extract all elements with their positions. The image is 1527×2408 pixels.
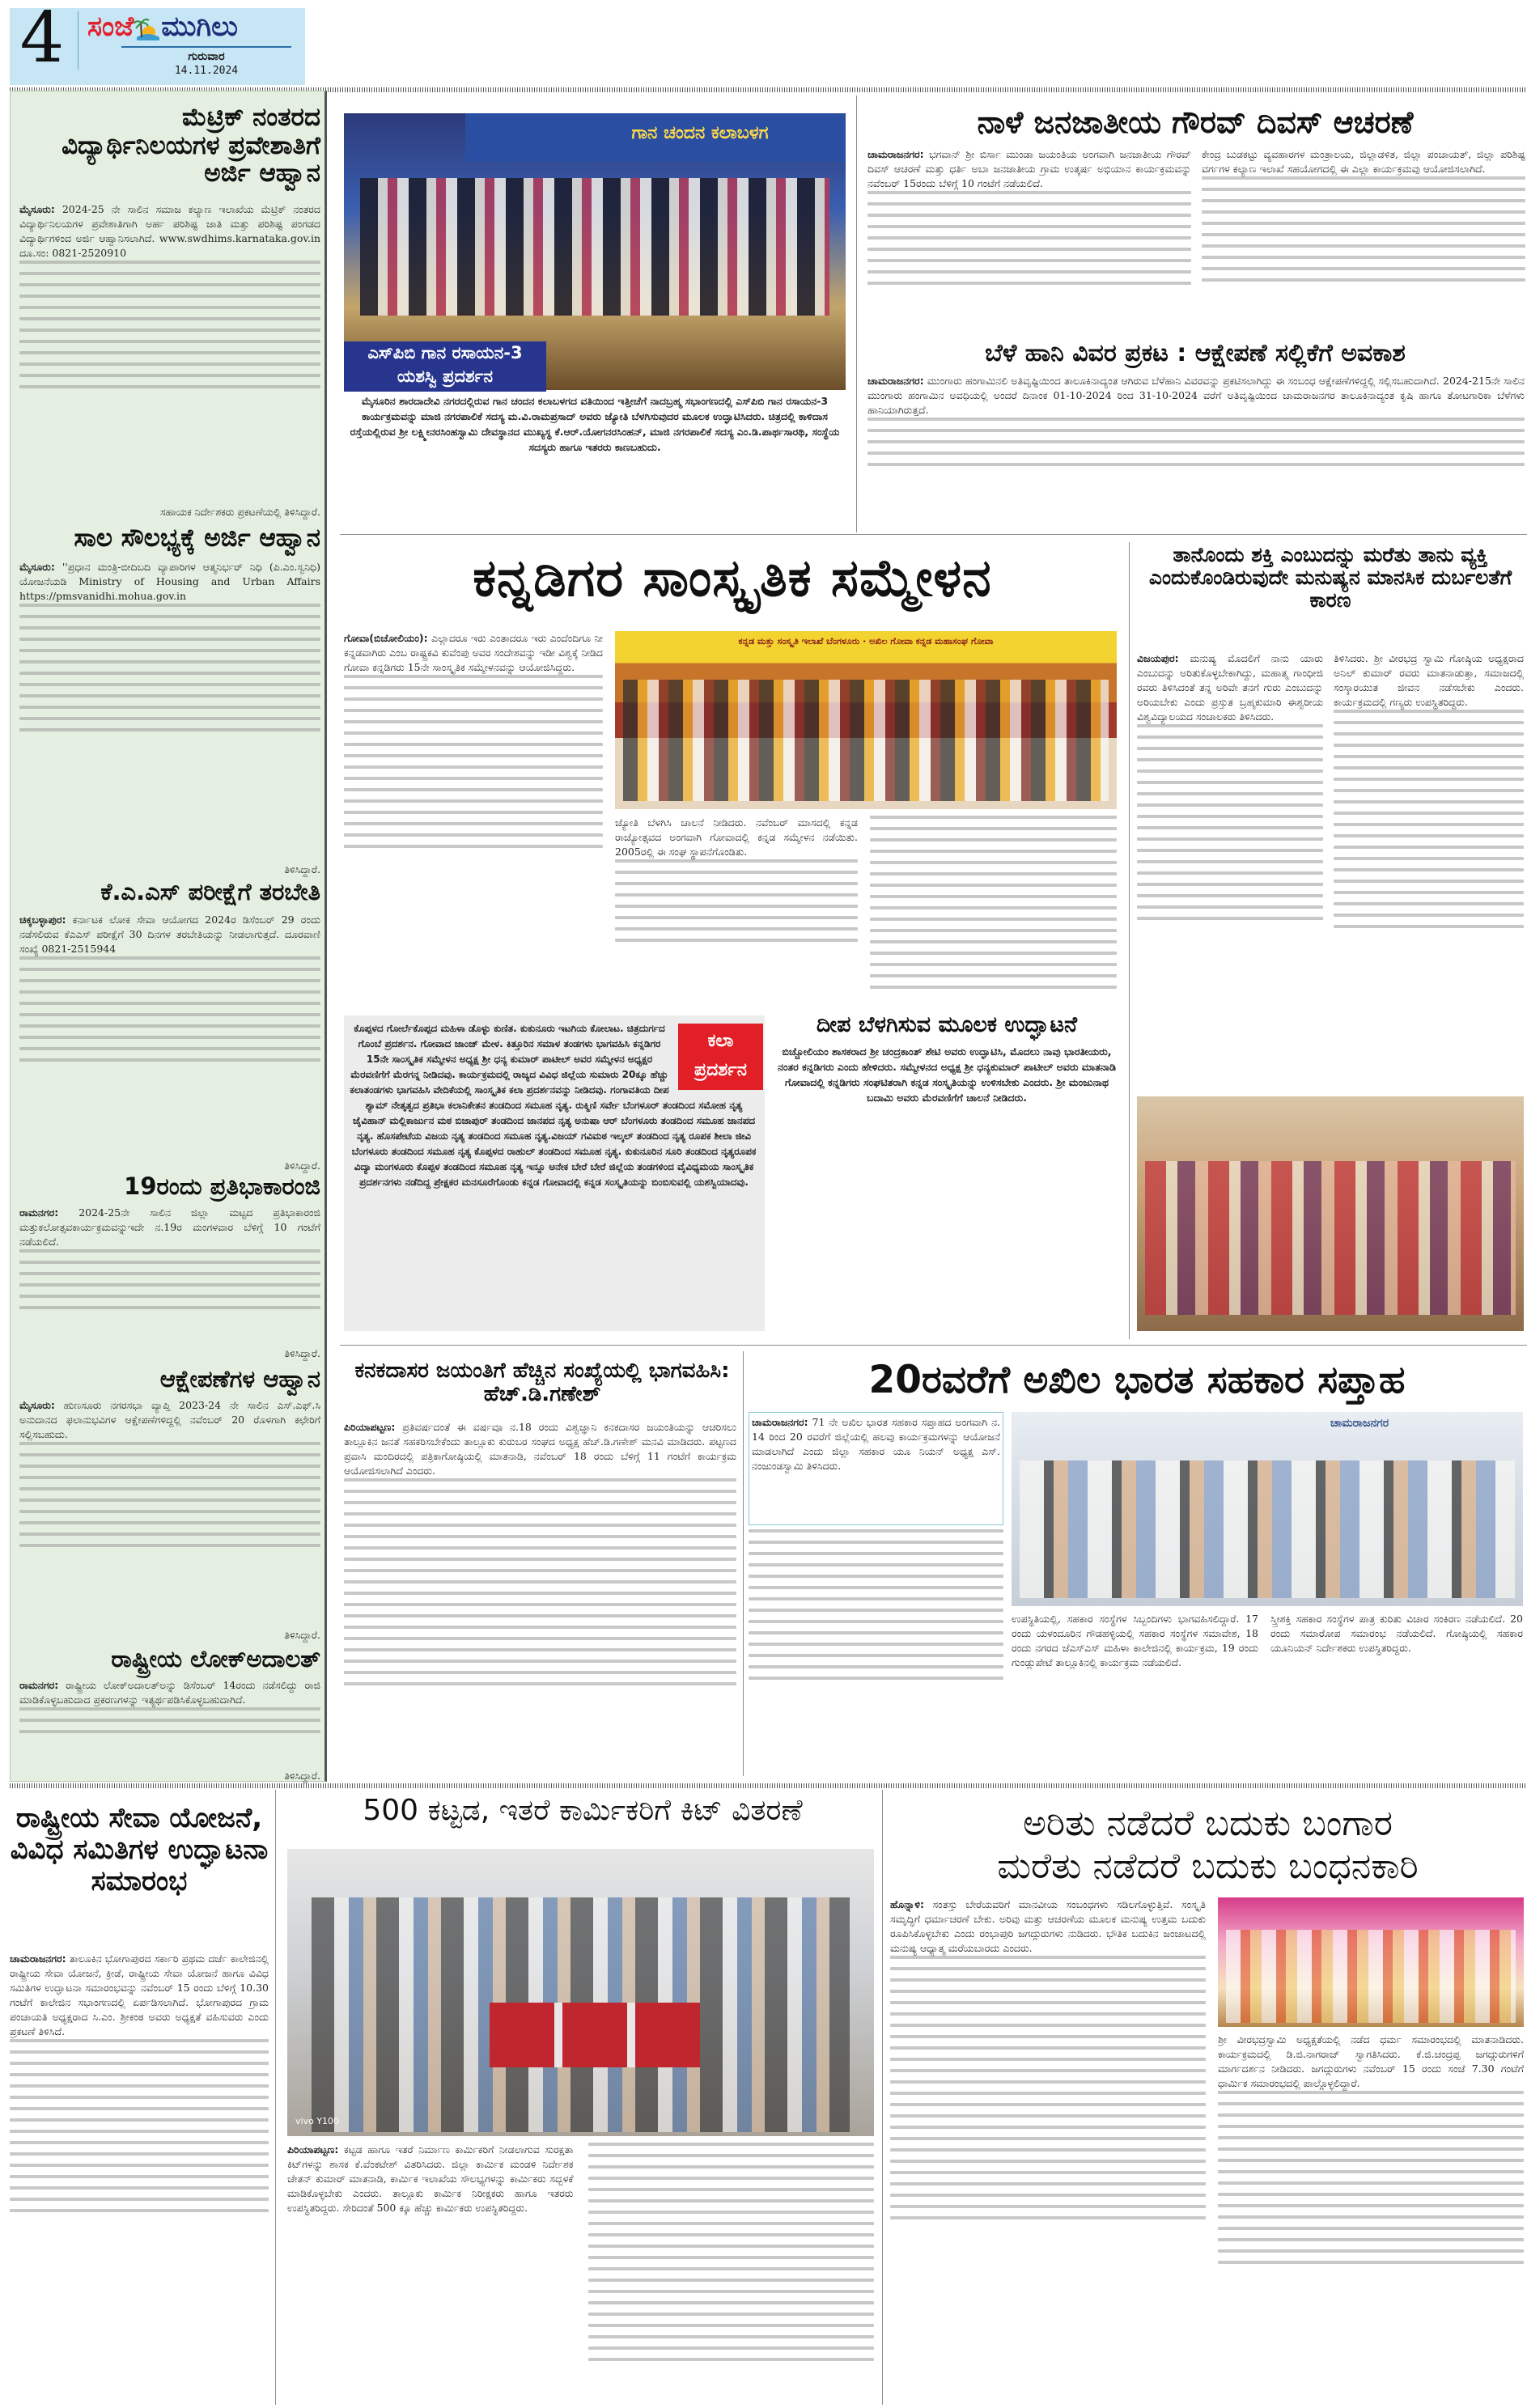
issue-day: ಗುರುವಾರ xyxy=(188,50,225,63)
text-lines xyxy=(19,1442,320,1555)
kit-body: ಪಿರಿಯಾಪಟ್ಟಣ: ಕಟ್ಟಡ ಹಾಗೂ ಇತರೆ ನಿರ್ಮಾಣ ಕಾರ್ಮಿಕರಿಗೆ ನೀಡಲಾಗುವ ಸುರಕ್ಷತಾ ಕಿಟ್‌ಗಳನ್ನು ಶಾಸಕ ಕೆ.ವೆಂಕಟೇಶ್ ವಿತರಿಸಿದರು. ಜಿಲ್ಲಾ ಕಾರ್ಮಿಕ ಮಂಡಳಿ ನಿರ್ದೇಶಕ ಚೇತನ್ ಕುಮಾರ್ ಮಾತನಾಡಿ, ಕಾರ್ಮಿಕ ಇಲಾಖೆಯ ಸೌಲಭ್ಯಗಳನ್ನು ಕಾರ್ಮಿಕರು ಸದ್ಬಳಕೆ ಮಾಡಿಕೊಳ್ಳಬೇಕು ಎಂದರು. ತಾಲ್ಲೂಕು ಕಾರ್ಮಿಕ ನಿರೀಕ್ಷಕರು ಹಾಗೂ ಇತರರು ಉಪಸ್ಥಿತರಿದ್ದರು. ಸೇರಿದಂತೆ 500 ಕ್ಕೂ ಹೆಚ್ಚು ಕಾರ್ಮಿಕರು ಉಪಸ್ಥಿತರಿದ್ದರು. xyxy=(287,2143,874,2403)
tanondu-body-col1: ವಿಜಯಪುರ: ಮನುಷ್ಯ ಮೊದಲಿಗೆ ನಾನು ಯಾರು ಎಂಬುದನ್ನು ಅರಿತುಕೊಳ್ಳಬೇಕಾಗಿದ್ದು, ಮಹಾತ್ಮ ಗಾಂಧೀಜಿ ರವರು ತಿಳಿಸಿದಂತೆ ತನ್ನ ಅರಿವೇ ತನಗೆ ಗುರು ಎಂಬುದನ್ನು ಅರಿಯಬೇಕು ಎಂದು ಪ್ರಸ್ತುತ ಬ್ರಹ್ಮಕುಮಾರಿ ಈಶ್ವರೀಯ ವಿಶ್ವವಿದ್ಯಾಲಯದ ಸಂಚಾಲಕರು ತಿಳಿಸಿದರು. xyxy=(1137,651,1323,1084)
brief-headline[interactable]: ರಾಷ್ಟ್ರೀಯ ಲೋಕ್ಅದಾಲತ್ xyxy=(111,1645,320,1672)
dateline: ರಾಮನಗರ: xyxy=(19,1206,59,1219)
kannadigara-body-col1: ಗೋವಾ(ಬಿಚೋಲಿಯಂ): ಎಲ್ಲಾದರೂ ಇರು ಎಂತಾದರೂ ಇರು ಎಂದೆಂದಿಗೂ ನೀ ಕನ್ನಡವಾಗಿರು ಎಂಬ ರಾಷ್ಟ್ರಕವಿ ಕುವೆಂಪು ಅವರ ಸಂದೇಶವನ್ನು ಇಡೀ ವಿಶ್ವಕ್ಕೆ ನೀಡಿದ ಗೋವಾ ಕನ್ನಡಿಗರು 15ನೇ ಸಾಂಸ್ಕೃತಿಕ ಸಮ್ಮೇಳನವನ್ನು ಆಯೋಜಿಸಿದ್ದರು. xyxy=(344,631,603,1011)
deepa-headline[interactable]: ದೀಪ ಬೆಳಗಿಸುವ ಮೂಲಕ ಉದ್ಘಾಟನೆ xyxy=(816,1012,1078,1037)
stage-banner-text: ಗಾನ ಚಂದನ ಕಲಾಬಳಗ xyxy=(631,123,769,143)
kit-distribution-photo xyxy=(287,1849,874,2136)
brief-signoff: ಸಹಾಯಕ ನಿರ್ದೇಶಕರು ಪ್ರಕಟಣೆಯಲ್ಲಿ ತಿಳಿಸಿದ್ದಾರೆ. xyxy=(160,506,320,518)
brief-headline[interactable]: ಸಾಲ ಸೌಲಭ್ಯಕ್ಕೆ ಅರ್ಜಿ ಆಹ್ವಾನ xyxy=(74,524,320,553)
brief-body: ರಾಮನಗರ: ರಾಷ್ಟ್ರೀಯ ಲೋಕ್ಅದಾಲತ್ಅನ್ನು ಡಿಸೆಂಬರ್ 14ರಂದು ನಡೆಸಲಿದ್ದು ರಾಜಿ ಮಾಡಿಕೊಳ್ಳಬಹುದಾದ ಪ್ರಕರಣಗಳನ್ನು ಇತ್ಯರ್ಥಪಡಿಸಿಕೊಳ್ಳಬಹುದಾಗಿದೆ. xyxy=(19,1678,320,1767)
aritu-body-col2: ಶ್ರೀ ವೀರಭದ್ರಸ್ವಾಮಿ ಅಧ್ಯಕ್ಷತೆಯಲ್ಲಿ ನಡೆದ ಧರ್ಮ ಸಮಾರಂಭದಲ್ಲಿ ಮಾತನಾಡಿದರು. ಕಾರ್ಯಕ್ರಮದಲ್ಲಿ ಡಿ.ಜಿ.ನಾಗರಾಜ್ ಸ್ವಾಗತಿಸಿದರು. ಕೆ.ಜಿ.ಚಂದ್ರಪ್ಪ ಜಗದ್ಗುರುಗಳಿಗೆ ಮಾರ್ಗದರ್ಶನ ನೀಡಿದರು. ಜಗದ್ಗುರುಗಳು ನವೆಂಬರ್ 15 ರಂದು ಸಂಜೆ 7.30 ಗಂಟೆಗೆ ಧಾರ್ಮಿಕ ಸಮಾರಂಭದಲ್ಲಿ ಪಾಲ್ಗೊಳ್ಳಲಿದ್ದಾರೆ. xyxy=(1218,2033,1524,2403)
brief-signoff: ತಿಳಿಸಿದ್ದಾರೆ. xyxy=(284,1347,320,1359)
palm-sun-icon xyxy=(134,16,161,40)
kala-text: ಕೊಪ್ಪಳದ ಗೋರ್ಲೆಕೊಪ್ಪದ ಮಹಿಳಾ ಡೊಳ್ಳು ಕುಣಿತ. ಕುಕುನೂರು ಇಟಗಿಯ ಕೋಲಾಟ. ಚಿತ್ರದುರ್ಗದ ಗೊಂಬೆ ಪ್ರದರ್ಶನ. ಗೋವಾದ ಜಾಂಜ್ ಮೇಳ. ಕಿತ್ತೂರಿನ ಸಮಾಳ ತಂಡಗಳು ಭಾಗವಹಿಸಿ ಕನ್ನಡಿಗರ 15ನೇ ಸಾಂಸ್ಕೃತಿಕ ಸಮ್ಮೇಳನ ಅಧ್ಯಕ್ಷ ಶ್ರೀ ಧನ್ಯ ಕುಮಾರ್ ಪಾಟೀಲ್ ಅವರ ಸಮ್ಮೇಳನ ಅಧ್ಯಕ್ಷರ ಮೆರವಣಿಗೆಗೆ ಮೆರಗನ್ನ ನೀಡಿದವು. ಕಾರ್ಯಕ್ರಮದಲ್ಲಿ ರಾಜ್ಯದ ವಿವಿಧ ಜಿಲ್ಲೆಯ ಸುಮಾರು 20ಕ್ಕೂ ಹೆಚ್ಚು ಕಲಾತಂಡಗಳು ಭಾಗವಹಿಸಿ ವೇದಿಕೆಯಲ್ಲಿ ಸಾಂಸ್ಕೃತಿಕ ಕಲಾ ಪ್ರದರ್ಶನವನ್ನು ನೀಡಿದವು. ಗಂಗಾವತಿಯ ದೀಪ ಶ್ಯಾಮ್ ನೇತೃತ್ವದ ಪ್ರತಿಭಾ ಕಲಾನಿಕೇತನ ತಂಡದಿಂದ ಸಮೂಹ ನೃತ್ಯ. ರುಕ್ಮಿಣಿ ಸರ್ವೇ ಬೆಂಗಳೂರ್ ತಂಡದಿಂದ ಸಮೋಹ ನೃತ್ಯ ಜೈವಿಹಾನ್ ಮಲ್ಲಿಕಾರ್ಜುನ ಮಠ ಬಿಜಾಪುರ್ ತಂಡದಿಂದ ಜಾನಪದ ನೃತ್ಯ ಅನುಷಾ ಆರ್ ಬೆಂಗಳೂರು ತಂಡದಿಂದ ಸಮೂಹ ಜಾನಪದ ನೃತ್ಯ. ಹೊಸಪೇಟೆಯ ವಿಜಯ ನೃತ್ಯ ತಂಡದಿಂದ ಸಮೂಹ ನೃತ್ಯ.ವಿಜಯ್ ಗವಿಮಠ ಇಲ್ಕಲ್ ತಂಡದಿಂದ ನೃತ್ಯ ರೂಪಕ ಶೀಲಾ ಜೀವಿ ಬೆಂಗಳೂರು ತಂಡದಿಂದ ಸಮೂಹ ನೃತ್ಯ ಕೊಪ್ಪಳದ ರಾಹುಲ್ ತಂಡದಿಂದ ಸಮೂಹ ನೃತ್ಯ. ಕುಕುನೂರಿನ ಸೂರಿ ತಂಡದಿಂದ ನೃತ್ಯರೂಪಕ ವಿದ್ಯಾ ಮಂಗಳೂರು ಕೊಪ್ಪಳ ತಂಡದಿಂದ ಸಮೂಹ ನೃತ್ಯ ಇನ್ನೂ ಅನೇಕ ಬೇರೆ ಬೇರೆ ಜಿಲ್ಲೆಯ ತಂಡಗಳಿಂದ ವೈವಿಧ್ಯಮಯ ಸಾಂಸ್ಕೃತಿಕ ಪ್ರದರ್ಶನಗಳು ನಡೆದಿದ್ದ ಪ್ರೇಕ್ಷಕರ ಮನಸೂರೆಗೊಂಡು ಕನ್ನಡ ಗೋವಾದಲ್ಲಿ ಕನ್ನಡ ಸಂಸ್ಕೃತಿಯನ್ನು ಬಿಂಬಿಸುವಲ್ಲಿ ಯಶಸ್ವಿಯಾದವು. xyxy=(350,1023,757,1188)
column-rule xyxy=(1129,542,1130,1339)
dateline: ಮೈಸೂರು: xyxy=(19,1399,55,1411)
dateline: ರಾಮನಗರ: xyxy=(19,1679,59,1691)
brief-headline[interactable]: 19ರಂದು ಪ್ರತಿಭಾಕಾರಂಜಿ xyxy=(124,1172,320,1200)
sahakara-body-col1 xyxy=(749,1529,1003,1772)
kannadigara-event-photo xyxy=(615,631,1117,809)
nss-headline[interactable]: ರಾಷ್ಟ್ರೀಯ ಸೇವಾ ಯೋಜನೆ, ವಿವಿಧ ಸಮಿತಿಗಳ ಉದ್ಘಾಟನಾ ಸಮಾರಂಭ xyxy=(10,1802,269,1898)
sahakara-press-photo xyxy=(1012,1412,1523,1606)
gaurav-body-col1: ಚಾಮರಾಜನಗರ: ಭಗವಾನ್ ಶ್ರೀ ಬಿರ್ಸಾ ಮುಂಡಾ ಜಯಂತಿಯ ಅಂಗವಾಗಿ ಜನಜಾತೀಯ ಗೌರವ್ ದಿವಸ್ ಆಚರಣೆ ಮತ್ತು ಧರ್ತಿ ಅಬಾ ಜನಜಾತೀಯ ಗ್ರಾಮ ಉತ್ಕರ್ಷ ಅಭಿಯಾನ ಕಾರ್ಯಕ್ರಮವನ್ನು ನವೆಂಬರ್ 15ರಂದು ಬೆಳಿಗ್ಗೆ 10 ಗಂಟೆಗೆ ನಡೆಯಲಿದೆ. xyxy=(867,147,1191,366)
tanondu-body-col2: ತಿಳಿಸಿದರು. ಶ್ರೀ ವೀರಭದ್ರ ಸ್ವಾಮಿ ಗೋಷ್ಠಿಯ ಅಧ್ಯಕ್ಷರಾದ ಅನಿಲ್ ಕುಮಾರ್ ರವರು ಮಾತನಾಡುತ್ತಾ, ಸಮಾಜದಲ್ಲಿ ಸಂಸ್ಕಾರಯುತ ಜೀವನ ನಡೆಸಬೇಕು ಎಂದರು. ಕಾರ್ಯಕ್ರಮದಲ್ಲಿ ಗಣ್ಯರು ಉಪಸ್ಥಿತರಿದ್ದರು. xyxy=(1334,651,1524,1084)
kala-badge: ಕಲಾ ಪ್ರದರ್ಶನ xyxy=(678,1024,763,1090)
column-rule xyxy=(743,1351,744,1776)
column-rule xyxy=(882,1790,883,2405)
aritu-religious-event-photo xyxy=(1218,1897,1524,2027)
brief-signoff: ತಿಳಿಸಿದ್ದಾರೆ. xyxy=(284,1159,320,1172)
page-number: 4 xyxy=(19,0,65,78)
brief-signoff: ತಿಳಿಸಿದ್ದಾರೆ. xyxy=(284,863,320,875)
newspaper-logo[interactable] xyxy=(87,10,298,44)
camera-watermark: vivo Y100 xyxy=(295,2116,340,2126)
brief-signoff: ತಿಳಿಸಿದ್ದಾರೆ. xyxy=(284,1770,320,1782)
kit-headline[interactable]: 500 ಕಟ್ಟಡ, ಇತರೆ ಕಾರ್ಮಿಕರಿಗೆ ಕಿಟ್ ವಿತರಣೆ xyxy=(363,1794,803,1827)
kannadigara-headline[interactable]: ಕನ್ನಡಿಗರ ಸಾಂಸ್ಕೃತಿಕ ಸಮ್ಮೇಳನ xyxy=(473,549,992,608)
sahakara-headline[interactable]: 20ರವರೆಗೆ ಅಖಿಲ ಭಾರತ ಸಹಕಾರ ಸಪ್ತಾಹ xyxy=(868,1358,1406,1402)
sahakara-body-col3: ಸ್ತ್ರೀಶಕ್ತಿ ಸಹಕಾರ ಸಂಸ್ಥೆಗಳ ಪಾತ್ರ ಕುರಿತು ವಿಚಾರ ಸಂಕಿರಣ ನಡೆಯಲಿದೆ. 20 ರಂದು ಸಮಾರೋಪ ಸಮಾರಂಭ ನಡೆಯಲಿದೆ. ಗೋಷ್ಠಿಯಲ್ಲಿ ಸಹಕಾರ ಯೂನಿಯನ್ ನಿರ್ದೇಶಕರು ಉಪಸ್ಥಿತರಿದ್ದರು. xyxy=(1270,1613,1523,1654)
brief-body: ಚಿಕ್ಕಬಳ್ಳಾಪುರ: ಕರ್ನಾಟಕ ಲೋಕ ಸೇವಾ ಆಯೋಗದ 2024ರ ಡಿಸೆಂಬರ್ 29 ರಂದು ನಡೆಸಲಿರುವ ಕೆಎಎಸ್ ಪರೀಕ್ಷೆಗೆ 30 ದಿನಗಳ ತರಬೇತಿಯನ್ನು ನೀಡಲಾಗುತ್ತದೆ. ದೂರವಾಣಿ ಸಂಖ್ಯೆ 0821-2515944 xyxy=(19,913,320,1155)
kit-boxes xyxy=(490,2003,700,2067)
section-rule xyxy=(340,534,1527,535)
dateline: ಚಿಕ್ಕಬಳ್ಳಾಪುರ: xyxy=(19,914,66,926)
brief-headline[interactable]: ಕೆ.ಎ.ಎಸ್ ಪರೀಕ್ಷೆಗೆ ತರಬೇತಿ xyxy=(100,878,320,905)
column-rule xyxy=(856,95,857,532)
gaurav-body-col2: ಕೇಂದ್ರ ಬುಡಕಟ್ಟು ವ್ಯವಹಾರಗಳ ಮಂತ್ರಾಲಯ, ಜಿಲ್ಲಾಡಳಿತ, ಜಿಲ್ಲಾ ಪಂಚಾಯತ್, ಜಿಲ್ಲಾ ಪರಿಶಿಷ್ಟ ವರ್ಗಗಳ ಕಲ್ಯಾಣ ಇಲಾಖೆ ಸಹಯೋಗದಲ್ಲಿ ಈ ಎಲ್ಲಾ ಕಾರ್ಯಕ್ರಮವು ಆಯೋಜಿಸಲಾಗಿದೆ. xyxy=(1202,147,1525,366)
brief-signoff: ತಿಳಿಸಿದ್ದಾರೆ. xyxy=(284,1629,320,1641)
dateline: ಮೈಸೂರು: xyxy=(19,203,55,215)
people-on-stage xyxy=(360,178,829,316)
spb-badge: ಎಸ್‌ಪಿಬಿ ಗಾನ ರಸಾಯನ-3 ಯಶಸ್ವಿ ಪ್ರದರ್ಶನ xyxy=(344,341,546,392)
aritu-headline[interactable]: ಅರಿತು ನಡೆದರೆ ಬದುಕು ಬಂಗಾರ ಮರೆತು ನಡೆದರೆ ಬದುಕು ಬಂಧನಕಾರಿ xyxy=(997,1803,1419,1887)
brief-body: ಮೈಸೂರು: 2024-25 ನೇ ಸಾಲಿನ ಸಮಾಜ ಕಲ್ಯಾಣ ಇಲಾಖೆಯ ಮೆಟ್ರಿಕ್ ನಂತರದ ವಿದ್ಯಾರ್ಥಿನಿಲಯಗಳ ಪ್ರವೇಶಾತಿಗಾಗಿ ಅರ್ಹ ಪರಿಶಿಷ್ಟ ಜಾತಿ ಮತ್ತು ಪರಿಶಿಷ್ಟ ಪಂಗಡದ ವಿದ್ಯಾರ್ಥಿಗಳಿಂದ ಅರ್ಜಿ ಆಹ್ವಾನಿಸಲಾಗಿದೆ. www.swdhims.karnataka.gov.in ದೂ.ಸಂ: 0821-2520910 xyxy=(19,202,320,502)
sahakara-body-col2: ಉಪಸ್ಥಿತಿಯಲ್ಲಿ, ಸಹಕಾರ ಸಂಸ್ಥೆಗಳ ಸಿಬ್ಬಂದಿಗಳು ಭಾಗವಹಿಸಲಿದ್ದಾರೆ. 17 ರಂದು ಯಳಂದೂರಿನ ಗೌಡಹಳ್ಳಿಯಲ್ಲಿ ಸಹಕಾರ ಸಂಸ್ಥೆಗಳ ಸಮಾವೇಶ, 18 ರಂದು ನಗರದ ಜೆಎಸ್‌ಎಸ್ ಮಹಿಳಾ ಕಾಲೇಜಿನಲ್ಲಿ ಕಾರ್ಯಕ್ರಮ, 19 ರಂದು ಗುಂಡ್ಲುಪೇಟೆ ತಾಲ್ಲೂಕಿನಲ್ಲಿ ಕಾರ್ಯಕ್ರಮ ನಡೆಯಲಿದೆ. xyxy=(1012,1613,1258,1668)
kanaka-body: ಪಿರಿಯಾಪಟ್ಟಣ: ಪ್ರತಿವರ್ಷದಂತೆ ಈ ವರ್ಷವೂ ನ.18 ರಂದು ವಿಶ್ವಜ್ಞಾನಿ ಕನಕದಾಸರ ಜಯಂತಿಯನ್ನು ಆಚರಿಸಲು ತಾಲ್ಲೂಕಿನ ಜನತೆ ಸಹಕರಿಸಬೇಕೆಂದು ತಾಲ್ಲೂಕು ಕುರುಬರ ಸಂಘದ ಅಧ್ಯಕ್ಷ ಹೆಚ್.ಡಿ.ಗಣೇಶ್ ಮನವಿ ಮಾಡಿದರು. ಪಟ್ಟಣದ ಪ್ರವಾಸಿ ಮಂದಿರದಲ್ಲಿ ಪತ್ರಿಕಾಗೋಷ್ಠಿಯಲ್ಲಿ ಮಾತನಾಡಿ, ನವೆಂಬರ್ 18 ರಂದು ಬೆಳಿಗ್ಗೆ 11 ಗಂಟೆಗೆ ಕಾರ್ಯಕ್ರಮ ಆಯೋಜಿಸಲಾಗಿದೆ ಎಂದರು. xyxy=(344,1420,736,1776)
brief-body: ರಾಮನಗರ: 2024-25ನೇ ಸಾಲಿನ ಜಿಲ್ಲಾ ಮಟ್ಟದ ಪ್ರತಿಭಾಕಾರಂಜಿ ಮತ್ತುಕಲೋತ್ಸವಕಾರ್ಯಕ್ರಮವನ್ನುಇದೇ ನ.19ರ ಮಂಗಳವಾರ ಬೆಳಿಗ್ಗೆ 10 ಗಂಟೆಗೆ ನಡೆಯಲಿದೆ. xyxy=(19,1206,320,1343)
deepa-body: ಬಿಚ್ಚೋಲಿಯಂ ಶಾಸಕರಾದ ಶ್ರೀ ಚಂದ್ರಕಾಂತ್ ಶೇಟಿ ಅವರು ಉದ್ಘಾಟಿಸಿ, ಮೊದಲು ನಾವು ಭಾರತೀಯರು, ನಂತರ ಕನ್ನಡಿಗರು ಎಂದು ಹೇಳಿದರು. ಸಮ್ಮೇಳನದ ಅಧ್ಯಕ್ಷ ಶ್ರೀ ಧನ್ಯಕುಮಾರ್ ಪಾಟೀಲ್ ಅವರು ಮಾತನಾಡಿ ಗೋವಾದಲ್ಲಿ ಕನ್ನಡಿಗರು ಸಂಘಟಿತರಾಗಿ ಕನ್ನಡ ಸಂಸ್ಕೃತಿಯನ್ನು ಉಳಿಸಬೇಕು ಎಂದರು. ಶ್ರೀ ಮಂಜುನಾಥ ಬದಾಮಿ ಅವರು ಮೆರವಣಿಗೆಗೆ ಚಾಲನೆ ನೀಡಿದರು. xyxy=(778,1045,1116,1104)
kannadigara-body-col2: ಜ್ಯೋತಿ ಬೆಳಗಿಸಿ ಚಾಲನೆ ನೀಡಿದರು. ನವೆಂಬರ್ ಮಾಸದಲ್ಲಿ ಕನ್ನಡ ರಾಜ್ಯೋತ್ಸವದ ಅಂಗವಾಗಿ ಗೋವಾದಲ್ಲಿ ಕನ್ನಡ ಸಮ್ಮೇಳನ ನಡೆಯಿತು. 2005ರಲ್ಲಿ ಈ ಸಂಘ ಸ್ಥಾಪನೆಗೊಂಡಿತು. xyxy=(615,816,858,1010)
brief-body: ಮೈಸೂರು: ಹುಣಸೂರು ನಗರಸಭಾ ವ್ಯಾಪ್ತಿ 2023-24 ನೇ ಸಾಲಿನ ಎಸ್.ಎಫ್.ಸಿ ಅನುದಾನದ ಫಲಾನುಭವಿಗಳ ಆಕ್ಷೇಪಣೆಗಳಿದ್ದಲ್ಲಿ ನವೆಂಬರ್ 20 ರೊಳಗಾಗಿ ಕಛೇರಿಗೆ ಸಲ್ಲಿಸಬಹುದು. xyxy=(19,1398,320,1625)
brief-headline[interactable]: ಮೆಟ್ರಿಕ್ ನಂತರದ ವಿದ್ಯಾರ್ಥಿನಿಲಯಗಳ ಪ್ರವೇಶಾತಿಗೆ ಅರ್ಜಿ ಆಹ್ವಾನ xyxy=(62,103,320,189)
nss-body: ಚಾಮರಾಜನಗರ: ತಾಲೂಕಿನ ಭೋಗಾಪುರದ ಸರ್ಕಾರಿ ಪ್ರಥಮ ದರ್ಜೆ ಕಾಲೇಜಿನಲ್ಲಿ ರಾಷ್ಟ್ರೀಯ ಸೇವಾ ಯೋಜನೆ, ಕ್ರೀಡೆ, ರಾಷ್ಟ್ರೀಯ ಸೇವಾ ಯೋಜನೆ ಹಾಗೂ ವಿವಿಧ ಸಮಿತಿಗಳ ಉದ್ಘಾಟನಾ ಸಮಾರಂಭವನ್ನು ನವೆಂಬರ್ 15 ರಂದು ಬೆಳಿಗ್ಗೆ 10.30 ಗಂಟೆಗೆ ಕಾಲೇಜಿನ ಸಭಾಂಗಣದಲ್ಲಿ ಏರ್ಪಡಿಸಲಾಗಿದೆ. ಭೋಗಾಪುರದ ಗ್ರಾಮ ಪಂಚಾಯತಿ ಅಧ್ಯಕ್ಷರಾದ ಸಿ.ಎಂ. ಶ್ರೀಕಂಠ ಅವರು ಅಧ್ಯಕ್ಷತೆ ವಹಿಸುವರು ಎಂದು ಪ್ರಕಟಣೆ ತಿಳಿಸಿದೆ. xyxy=(10,1952,269,2401)
dateline: ಮೈಸೂರು: xyxy=(19,561,55,573)
belehani-body: ಚಾಮರಾಜನಗರ: ಮುಂಗಾರು ಹಂಗಾಮಿನಲಿ ಅತಿವೃಷ್ಟಿಯಿಂದ ತಾಲೂಕಿನಾದ್ಯಂತ ಆಗಿರುವ ಬೆಳೆಹಾನಿ ವಿವರವನ್ನು ಪ್ರಕಟಿಸಲಾಗಿದ್ದು ಈ ಸಂಬಂಧ ಆಕ್ಷೇಪಣೆಗಳಿದ್ದಲ್ಲಿ ಸಲ್ಲಿಸಬಹುದಾಗಿದೆ. 2024-215ನೇ ಸಾಲಿನ ಮುಂಗಾರು ಹಂಗಾಮಿನ ಅವಧಿಯಲ್ಲಿ ಅಂದರೆ ದಿನಾಂಕ 01-10-2024 ರಿಂದ 31-10-2024 ವರೆಗೆ ಅತಿವೃಷ್ಟಿಯಿಂದ ಚಾಮರಾಜನಗರ ತಾಲೂಕಿನಾದ್ಯಂತ ಕೃಷಿ ಹಾಗೂ ತೋಟಗಾರಿಕಾ ಬೆಳೆಗಳು ಹಾನಿಯಾಗಿರುತ್ತದೆ. xyxy=(867,374,1525,528)
logo-text-sanje: ಸಂಜೆ xyxy=(87,11,134,43)
sahakara-intro-box: ಚಾಮರಾಜನಗರ: 71 ನೇ ಅಖಿಲ ಭಾರತ ಸಹಕಾರ ಸಪ್ತಾಹದ ಅಂಗವಾಗಿ ನ. 14 ರಿಂದ 20 ರವರೆಗೆ ಜಿಲ್ಲೆಯಲ್ಲಿ ಹಲವು ಕಾರ್ಯಕ್ರಮಗಳನ್ನು ಆಯೋಜನೆ ಮಾಡಲಾಗಿದೆ ಎಂದು ಜಿಲ್ಲಾ ಸಹಕಾರ ಯೂ ನಿಯನ್ ಅಧ್ಯಕ್ಷ ಎಸ್. ನಂಜುಂಡಸ್ವಾಮಿ ತಿಳಿಸಿದರು. xyxy=(749,1412,1003,1525)
text-lines xyxy=(19,956,320,1070)
issue-date: 14.11.2024 xyxy=(174,65,239,77)
column-rule xyxy=(275,1790,276,2405)
audience-seated xyxy=(1145,1161,1516,1315)
officials-at-table xyxy=(1020,1460,1515,1598)
section-rule xyxy=(340,1345,1527,1346)
brief-headline[interactable]: ಆಕ್ಷೇಪಣೆಗಳ ಆಹ್ವಾನ xyxy=(159,1365,320,1393)
text-lines xyxy=(19,604,320,740)
logo-text-mugilu: ಮುಗಿಲು xyxy=(161,11,238,43)
kannadigara-body-col3 xyxy=(870,816,1117,1010)
text-lines xyxy=(19,261,320,396)
backdrop-text: ಚಾಮರಾಜನಗರ xyxy=(1330,1417,1389,1430)
tanondu-headline[interactable]: ತಾನೊಂದು ಶಕ್ತಿ ಎಂಬುದನ್ನು ಮರೆತು ತಾನು ವ್ಯಕ್ತಿ ಎಂದುಕೊಂಡಿರುವುದೇ ಮನುಷ್ಯನ ಮಾನಸಿಕ ದುರ್ಬಲತೆಗೆ ಕಾರಣ xyxy=(1148,543,1512,612)
text-lines xyxy=(19,1249,320,1317)
bottom-hatched-rule xyxy=(10,1783,1527,1788)
brief-body: ಮೈಸೂರು: ''ಪ್ರಧಾನ ಮಂತ್ರಿ-ಬೀದಿಬದಿ ವ್ಯಾಪಾರಿಗಳ ಆತ್ಮನಿರ್ಭರ್ ನಿಧಿ (ಪಿ.ಎಂ.ಸ್ವನಿಧಿ) ಯೋಜನೆಯಡಿ Ministry of Housing and Urban Affairs https://pmsvanidhi.mohua.gov.in xyxy=(19,560,320,859)
seers-on-stage xyxy=(1226,1930,1516,2023)
spb-photo-caption: ಮೈಸೂರಿನ ಶಾರದಾದೇವಿ ನಗರದಲ್ಲಿರುವ ಗಾನ ಚಂದನ ಕಲಾಬಳಗದ ವತಿಯಿಂದ ಇತ್ತೀಚೆಗೆ ನಾದಬ್ರಹ್ಮ ಸಭಾಂಗಣದಲ್ಲಿ ಎಸ್‌ಪಿಬಿ ಗಾನ ರಸಾಯನ-3 ಕಾರ್ಯಕ್ರಮವನ್ನು ಮಾಜಿ ನಗರಪಾಲಿಕೆ ಸದಸ್ಯ ಮ.ವಿ.ರಾಮಪ್ರಸಾದ್ ಅವರು ಜ್ಯೋತಿ ಬೆಳಗಿಸುವುದರ ಮೂಲಕ ಉದ್ಘಾಟಿಸಿದರು. ಚಿತ್ರದಲ್ಲಿ ಕಾಳಿದಾಸ ರಸ್ತೆಯಲ್ಲಿರುವ ಶ್ರೀ ಲಕ್ಷ್ಮೀನರಸಿಂಹಸ್ವಾಮಿ ದೇವಸ್ಥಾನದ ಮುಖ್ಯಸ್ಥ ಕೆ.ಆರ್.ಯೋಗನರಸಿಂಹನ್, ಮಾಜಿ ನಗರಪಾಲಿಕೆ ಸದಸ್ಯ ಎಂ.ಡಿ.ಪಾರ್ಥಸಾರಥಿ, ಸಂಸ್ಥೆಯ ಸದಸ್ಯರು ಹಾಗೂ ಇತರರು ಕಾಣಬಹುದು. xyxy=(350,395,840,453)
tanondu-seminar-photo xyxy=(1137,1096,1524,1331)
gaurav-headline[interactable]: ನಾಳೆ ಜನಜಾತೀಯ ಗೌರವ್ ದಿವಸ್ ಆಚರಣೆ xyxy=(977,104,1414,140)
logo-underline xyxy=(121,46,291,48)
belehani-headline[interactable]: ಬೆಳೆ ಹಾನಿ ವಿವರ ಪ್ರಕಟ : ಆಕ್ಷೇಪಣೆ ಸಲ್ಲಿಕೆಗೆ ಅವಕಾಶ xyxy=(985,339,1406,367)
aritu-body-col1: ಹೊನ್ನಾಳಿ: ಸಂತಸ್ತು ಬೇರೆಯವರಿಗೆ ಮಾನವೀಯ ಸಂಬಂಧಗಳು ಸಡಿಲಗೊಳ್ಳುತ್ತಿವೆ. ಸಂಸ್ಕೃತಿ ಸಮೃದ್ಧಿಗೆ ಧರ್ಮಾಚರಣೆ ಬೇಕು. ಅರಿವು ಮತ್ತು ಆಚರಣೆಯ ಮೂಲಕ ಮನುಷ್ಯ ಉತ್ತಮ ಬದುಕು ರೂಪಿಸಿಕೊಳ್ಳಬೇಕು ಎಂದು ರಂಭಾಪುರಿ ಜಗದ್ಗುರುಗಳು ನುಡಿದರು. ಭೌತಿಕ ಬದುಕಿನ ಜಂಜಾಟದಲ್ಲಿ ಮನುಷ್ಯ ಆಧ್ಯಾತ್ಮ ಮರೆಯಬಾರದು ಎಂದರು. xyxy=(890,1897,1206,2403)
kanaka-headline[interactable]: ಕನಕದಾಸರ ಜಯಂತಿಗೆ ಹೆಚ್ಚಿನ ಸಂಖ್ಯೆಯಲ್ಲಿ ಭಾಗವಹಿಸಿ: ಹೆಚ್.ಡಿ.ಗಣೇಶ್ xyxy=(354,1359,730,1407)
text-lines xyxy=(19,1707,320,1741)
guests-lighting-lamp xyxy=(623,680,1109,801)
event-banner-text: ಕನ್ನಡ ಮತ್ತು ಸಂಸ್ಕೃತಿ ಇಲಾಖೆ ಬೆಂಗಳೂರು · ಅಖಿಲ ಗೋವಾ ಕನ್ನಡ ಮಹಾಸಂಘ ಗೋವಾ xyxy=(738,636,994,647)
